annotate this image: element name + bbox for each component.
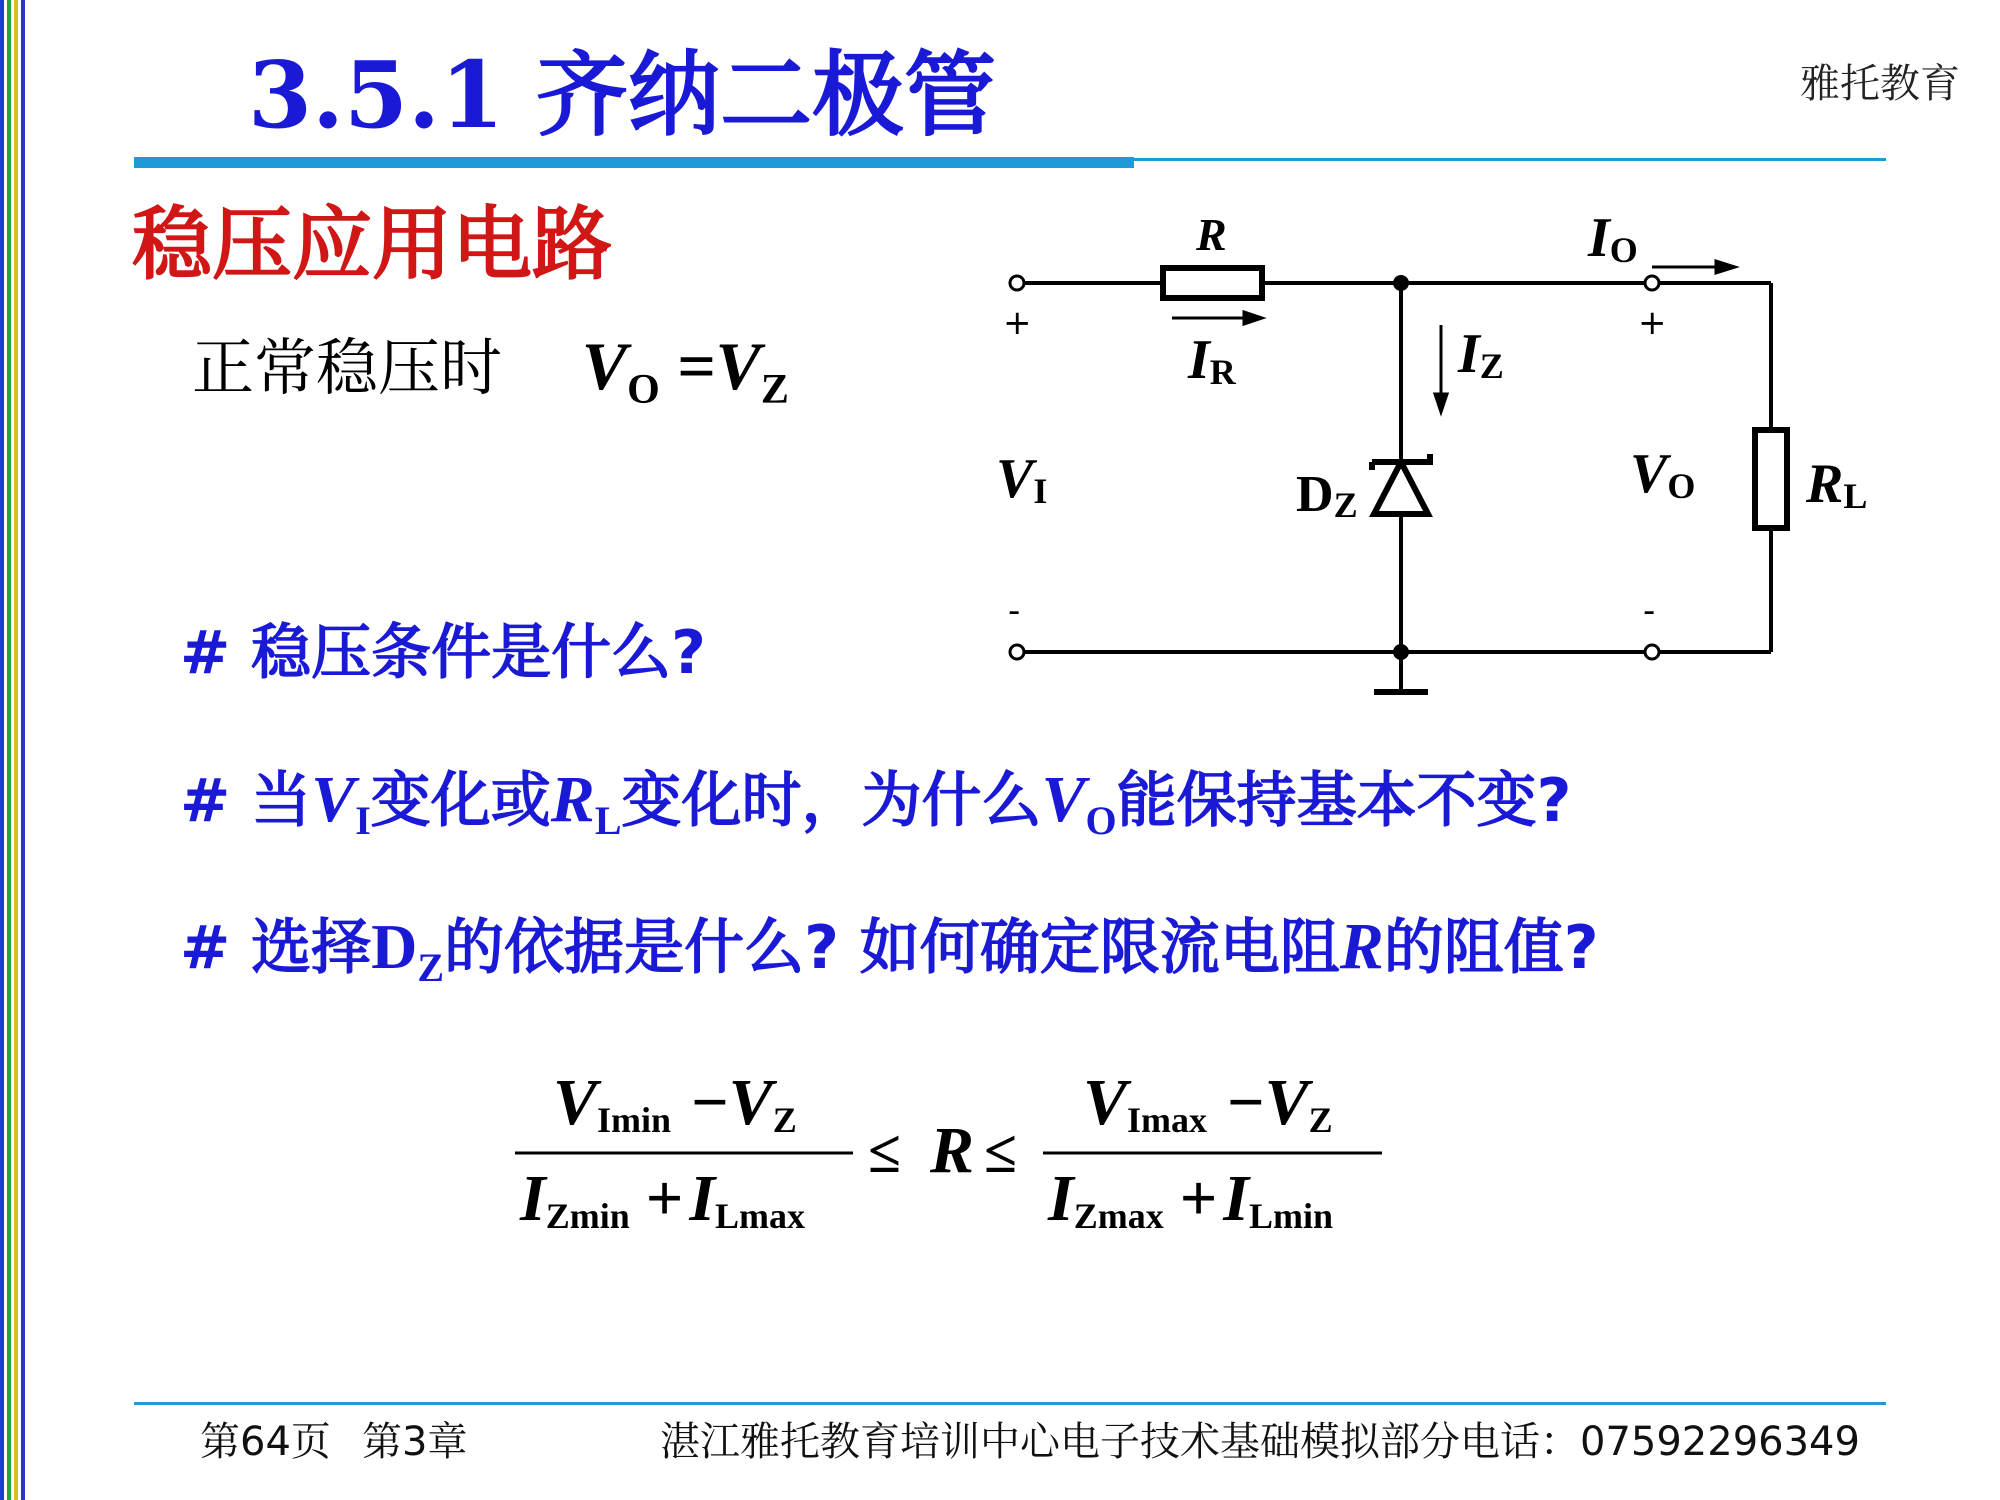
footer-rule (134, 1402, 1886, 1405)
label-io: IO (1588, 207, 1638, 270)
formula-right-denominator: IZmax +ILmin (1048, 1162, 1334, 1236)
formula-left-numerator: VImin −VZ (553, 1066, 797, 1140)
formula-left-denominator: IZmin +ILmax (520, 1162, 806, 1236)
question-3: # 选择$D_Z$的依据是什么? 如何确定限流电阻R的阻值? (180, 910, 1599, 990)
formula-le-left: ≤ (868, 1119, 901, 1185)
label-iz: IZ (1458, 323, 1504, 386)
plus-out: + (1638, 303, 1667, 343)
formula-right-numerator: VImax −VZ (1083, 1066, 1333, 1140)
normal-regulation-label: 正常稳压时 (192, 331, 503, 404)
plus-in: + (1003, 303, 1032, 343)
minus-out: - (1643, 591, 1656, 631)
label-dz: DZ (1296, 466, 1358, 525)
question-1: # 稳压条件是什么? (180, 618, 706, 688)
footer-info: 湛江雅托教育培训中心电子技术基础模拟部分电话：07592296349 (660, 1419, 1860, 1465)
formula-r: R (930, 1114, 975, 1187)
section-heading: 稳压应用电路 (132, 198, 612, 291)
label-ir: IR (1188, 329, 1236, 392)
minus-in: - (1008, 591, 1021, 631)
brand-name: 雅托教育 (1800, 61, 1960, 107)
label-r: R (1196, 209, 1227, 260)
formula-le-right: ≤ (984, 1119, 1017, 1185)
label-vi: VI (996, 448, 1048, 511)
label-vo: VO (1630, 443, 1696, 506)
regulation-equation: $V_O =V_Z$ (581, 328, 789, 413)
slide-title: 3.5.1 齐纳二极管 (248, 41, 997, 149)
question-2: # 当$V_I$变化或$R_L$变化时，为什么$V_O$能保持基本不变? (180, 763, 1572, 843)
footer-chapter: 第3章 (362, 1419, 468, 1465)
footer-page: 第64页 (200, 1419, 331, 1465)
label-rl: RL (1806, 453, 1868, 516)
